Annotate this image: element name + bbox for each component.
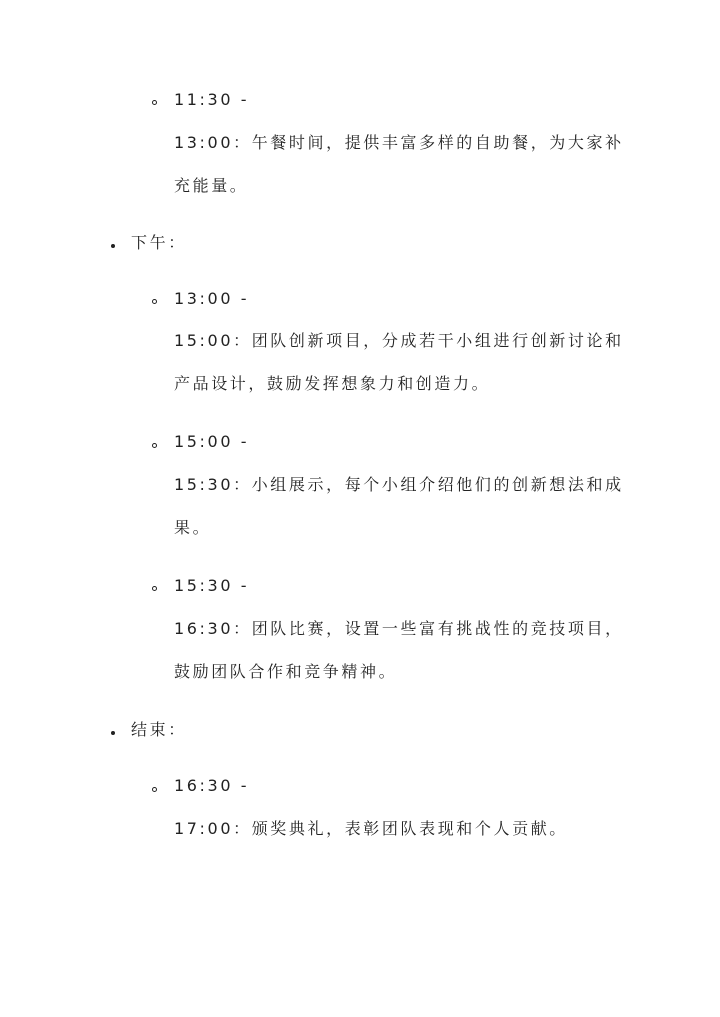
item-time-start: 15:00 -: [174, 432, 250, 451]
bullet-icon: [111, 244, 115, 248]
sub-bullet-icon: [152, 100, 157, 105]
item-text-line: 13:00：午餐时间，提供丰富多样的自助餐，为大家补: [174, 133, 624, 152]
item-text-line: 15:30：小组展示，每个小组介绍他们的创新想法和成: [174, 475, 624, 494]
item-time-start: 11:30 -: [174, 90, 250, 109]
sub-bullet-icon: [152, 787, 157, 792]
item-text-line: 充能量。: [174, 176, 249, 195]
bullet-icon: [111, 731, 115, 735]
item-text-line: 16:30：团队比赛，设置一些富有挑战性的竞技项目，: [174, 619, 624, 638]
section-heading-text: 下午：: [131, 233, 187, 252]
sub-bullet-icon: [152, 586, 157, 591]
item-time-start: 13:00 -: [174, 289, 250, 308]
item-text-line: 果。: [174, 518, 212, 537]
sub-bullet-icon: [152, 443, 157, 448]
item-time-start: 16:30 -: [174, 776, 250, 795]
item-text-line: 鼓励团队合作和竞争精神。: [174, 662, 398, 681]
item-text-line: 17:00：颁奖典礼，表彰团队表现和个人贡献。: [174, 819, 568, 838]
item-text-line: 产品设计，鼓励发挥想象力和创造力。: [174, 374, 491, 393]
section-heading-text: 结束：: [131, 720, 187, 739]
sub-bullet-icon: [152, 299, 157, 304]
item-text-line: 15:00：团队创新项目，分成若干小组进行创新讨论和: [174, 331, 624, 350]
item-time-start: 15:30 -: [174, 576, 250, 595]
